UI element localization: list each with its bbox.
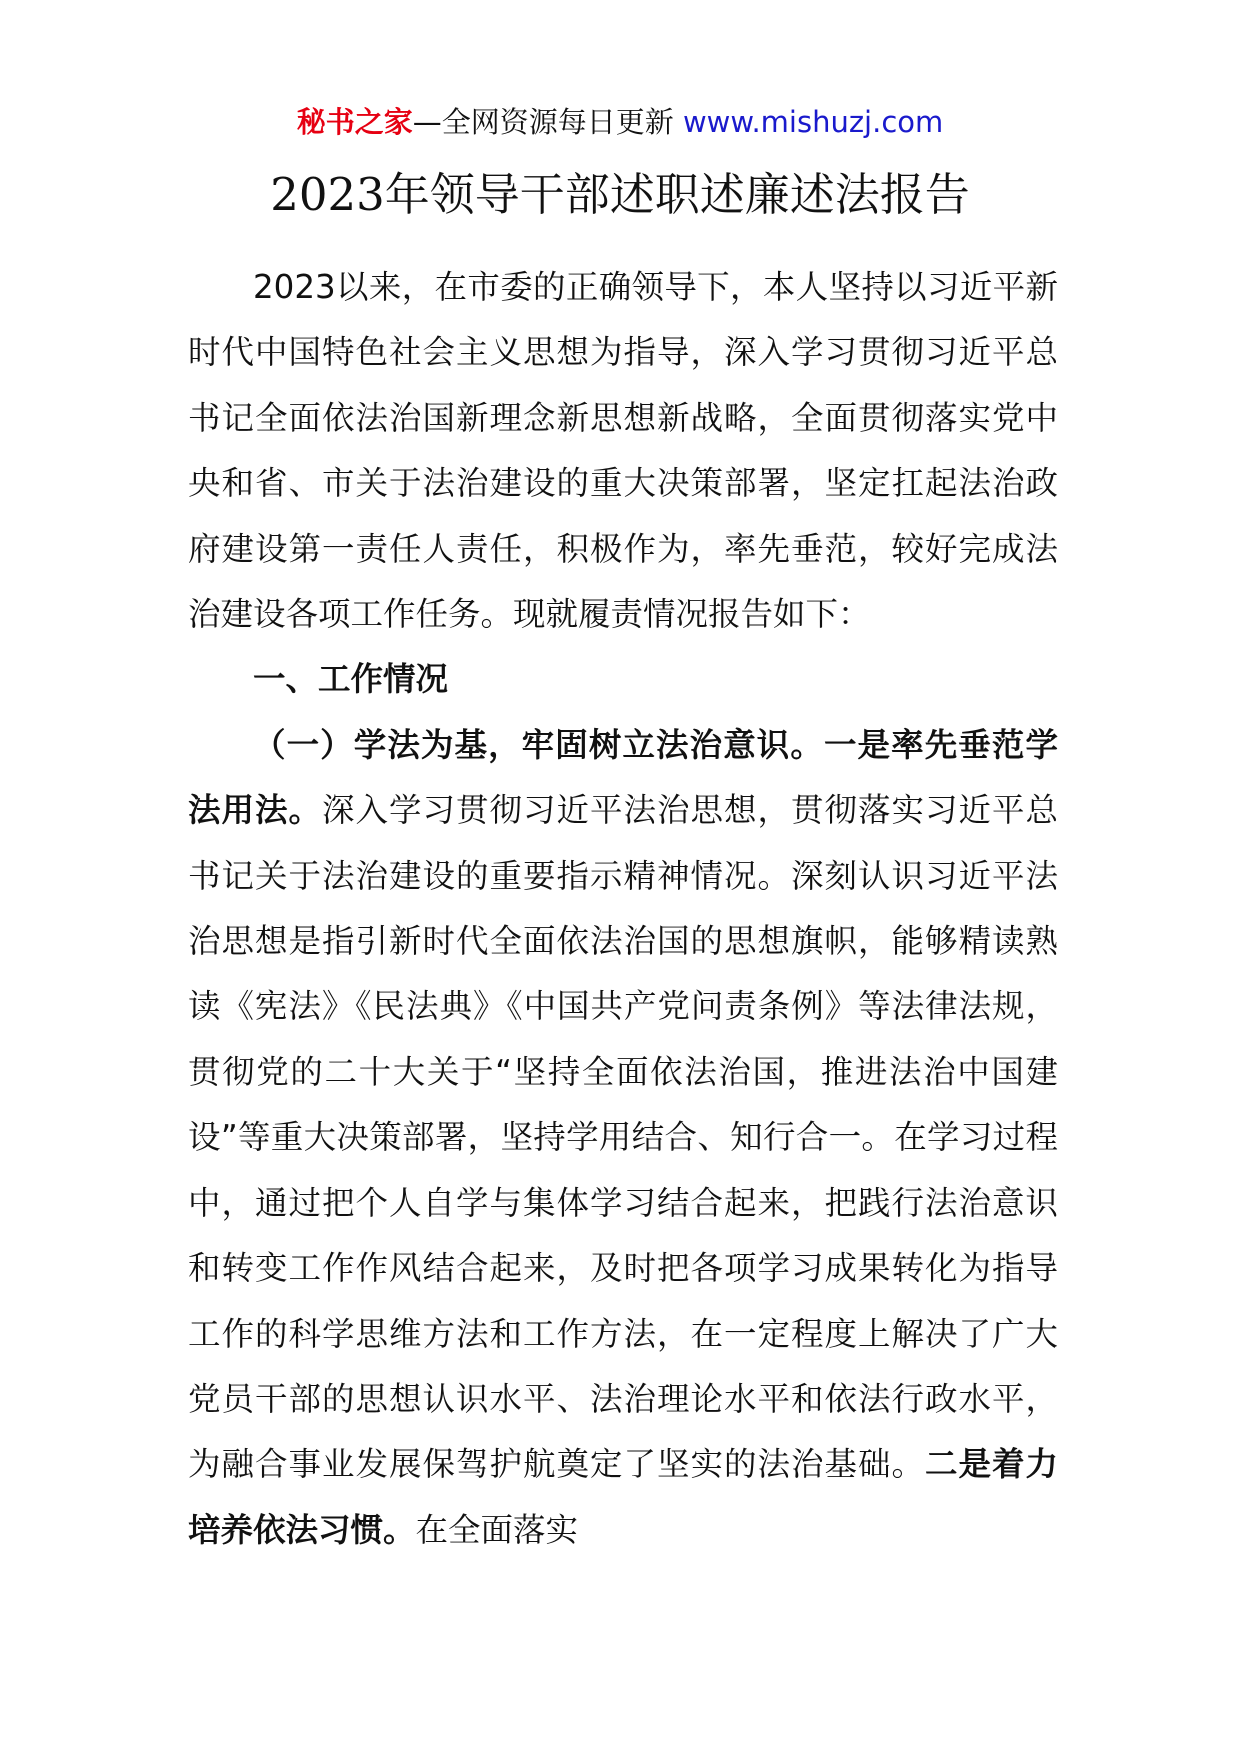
point-2-title: 二是着力培养依法习惯。 <box>188 1445 1058 1549</box>
site-slogan: —全网资源每日更新 <box>412 105 683 139</box>
document-title <box>0 160 1240 230</box>
section-heading: 一、工作情况 <box>253 660 449 699</box>
subsection-heading: （一）学法为基，牢固树立法治意识。 <box>253 725 824 764</box>
subsection-paragraph <box>188 713 1058 1563</box>
site-banner <box>0 100 1240 144</box>
point-1-title: 一是率先垂范学法用法。 <box>188 725 1058 830</box>
title-year: 2023 <box>270 168 385 221</box>
point-1-text: 深入学习贯彻习近平法治思想，贯彻落实习近平总书记关于法治建设的重要指示精神情况。深刻认识习近平法治思想是指引新时代全面依法治国的思想旗帜，能够精读熟读《宪法》《民法典》《中国共产党问责条例》等法律法规，贯彻党的二十大关于“坚持全面依法治国，推进法治中国建设”等重大决策部署，坚持学用结合、知行合一。在学习过程中，通过把个人自学与集体学习结合起来，把践行法治意识和转变工作作风结合起来，及时把各项学习成果转化为指导工作的科学思维方法和工作方法，在一定程度上解决了广大党员干部的思想认识水平、法治理论水平和依法行政水平，为融合事业发展保驾护航奠定了坚实的法治基础。 <box>188 791 1058 1484</box>
point-2-text: 在全面落实 <box>415 1510 579 1549</box>
intro-paragraph: 2023以来，在市委的正确领导下，本人坚持以习近平新时代中国特色社会主义思想为指导，深入学习贯彻习近平总书记全面依法治国新理念新思想新战略，全面贯彻落实党中央和省、市关于法治建设的重大决策部署，坚定扛起法治政府建设第一责任人责任，积极作为，率先垂范，较好完成法治建设各项工作任务。现就履责情况报告如下： <box>188 268 1058 634</box>
document-body <box>188 255 1058 1563</box>
site-name: 秘书之家 <box>296 105 413 139</box>
site-url-link[interactable]: www.mishuzj.com <box>682 105 944 139</box>
title-text: 年领导干部述职述廉述法报告 <box>384 168 970 221</box>
